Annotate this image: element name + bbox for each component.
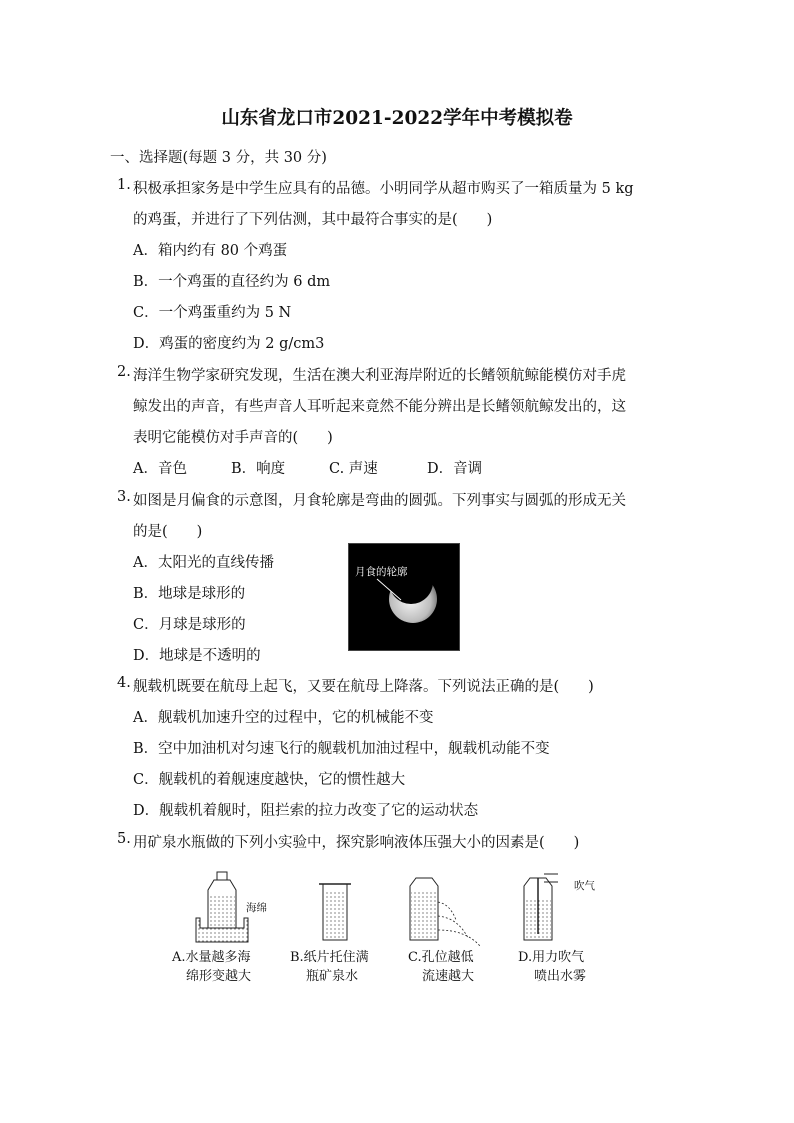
- q3-option-c: C．月球是球形的: [133, 617, 246, 633]
- figure-c-holes-flow: [410, 878, 480, 946]
- q3-option-b: B．地球是球形的: [133, 586, 246, 602]
- q3-stem-line2: 的是( ): [133, 524, 203, 540]
- q5-experiment-figures: [170, 868, 620, 948]
- figure-a-caption-line1: A.水量越多海: [172, 950, 251, 965]
- q3-option-a: A．太阳光的直线传播: [133, 555, 274, 571]
- sponge-label: 海绵: [246, 902, 267, 914]
- q2-options: [133, 457, 482, 478]
- moon-outline-label: 月食的轮廓: [355, 566, 408, 578]
- figure-b-caption-line2: 瓶矿泉水: [306, 969, 359, 984]
- q2-option-d: D．音调: [427, 461, 483, 477]
- figure-c-caption: [408, 948, 474, 986]
- figure-a-caption: [172, 948, 251, 986]
- figure-b-paper-holds-water: [319, 884, 351, 940]
- q2-option-b: B．响度: [231, 461, 286, 477]
- q2-stem-line1: 海洋生物学家研究发现，生活在澳大利亚海岸附近的长鳍领航鲸能模仿对手虎: [133, 368, 626, 384]
- q1-stem-line1: 积极承担家务是中学生应具有的品德。小明同学从超市购买了一箱质量为 5 kg: [133, 181, 634, 197]
- q5-number: 5.: [117, 831, 131, 847]
- q4-option-c: C．舰载机的着舰速度越快，它的惯性越大: [133, 772, 406, 788]
- q1-option-d: D．鸡蛋的密度约为 2 g/cm3: [133, 336, 325, 352]
- moon-crescent: [389, 575, 437, 623]
- q2-stem-line2: 鲸发出的声音，有些声音人耳听起来竟然不能分辨出是长鳍领航鲸发出的，这: [133, 399, 626, 415]
- figure-d-blow-spray: [524, 874, 558, 940]
- q2-stem-line3: 表明它能模仿对手声音的( ): [133, 430, 333, 446]
- figure-a-caption-line2: 绵形变越大: [186, 969, 252, 984]
- figure-a-bottle-on-sponge: [196, 872, 248, 942]
- figure-c-caption-line1: C.孔位越低: [408, 950, 474, 965]
- q4-stem-line1: 舰载机既要在航母上起飞，又要在航母上降落。下列说法正确的是( ): [133, 679, 594, 695]
- q1-number: 1.: [117, 177, 131, 193]
- figure-d-caption-line2: 喷出水雾: [534, 969, 587, 984]
- page-title: 山东省龙口市2021-2022学年中考模拟卷: [221, 108, 573, 129]
- q4-number: 4.: [117, 675, 131, 691]
- q3-number: 3.: [117, 489, 131, 505]
- q4-option-a: A．舰载机加速升空的过程中，它的机械能不变: [133, 710, 434, 726]
- lunar-eclipse-figure: [348, 543, 460, 651]
- q3-option-d: D．地球是不透明的: [133, 648, 261, 664]
- q4-option-d: D．舰载机着舰时，阻拦索的拉力改变了它的运动状态: [133, 803, 479, 819]
- q1-option-a: A．箱内约有 80 个鸡蛋: [133, 243, 288, 259]
- q4-option-b: B．空中加油机对匀速飞行的舰载机加油过程中，舰载机动能不变: [133, 741, 550, 757]
- q2-number: 2.: [117, 364, 131, 380]
- moon-drawing: [349, 544, 459, 650]
- figure-d-caption-line1: D.用力吹气: [518, 950, 585, 965]
- figure-c-caption-line2: 流速越大: [422, 969, 475, 984]
- q2-option-a: A．音色: [133, 461, 187, 477]
- q1-stem-line2: 的鸡蛋，并进行了下列估测，其中最符合事实的是( ): [133, 212, 493, 228]
- figure-b-caption: [290, 948, 369, 986]
- figure-b-caption-line1: B.纸片托住满: [290, 950, 369, 965]
- figure-d-caption: [518, 948, 586, 986]
- q5-stem-line1: 用矿泉水瓶做的下列小实验中，探究影响液体压强大小的因素是( ): [133, 835, 580, 851]
- blow-label: 吹气: [574, 880, 595, 892]
- q1-option-c: C．一个鸡蛋重约为 5 N: [133, 305, 292, 321]
- q2-option-c: C. 声速: [329, 461, 378, 477]
- q1-option-b: B．一个鸡蛋的直径约为 6 dm: [133, 274, 331, 290]
- q3-stem-line1: 如图是月偏食的示意图，月食轮廓是弯曲的圆弧。下列事实与圆弧的形成无关: [133, 493, 626, 509]
- section-heading: 一、选择题(每题 3 分，共 30 分): [110, 150, 327, 166]
